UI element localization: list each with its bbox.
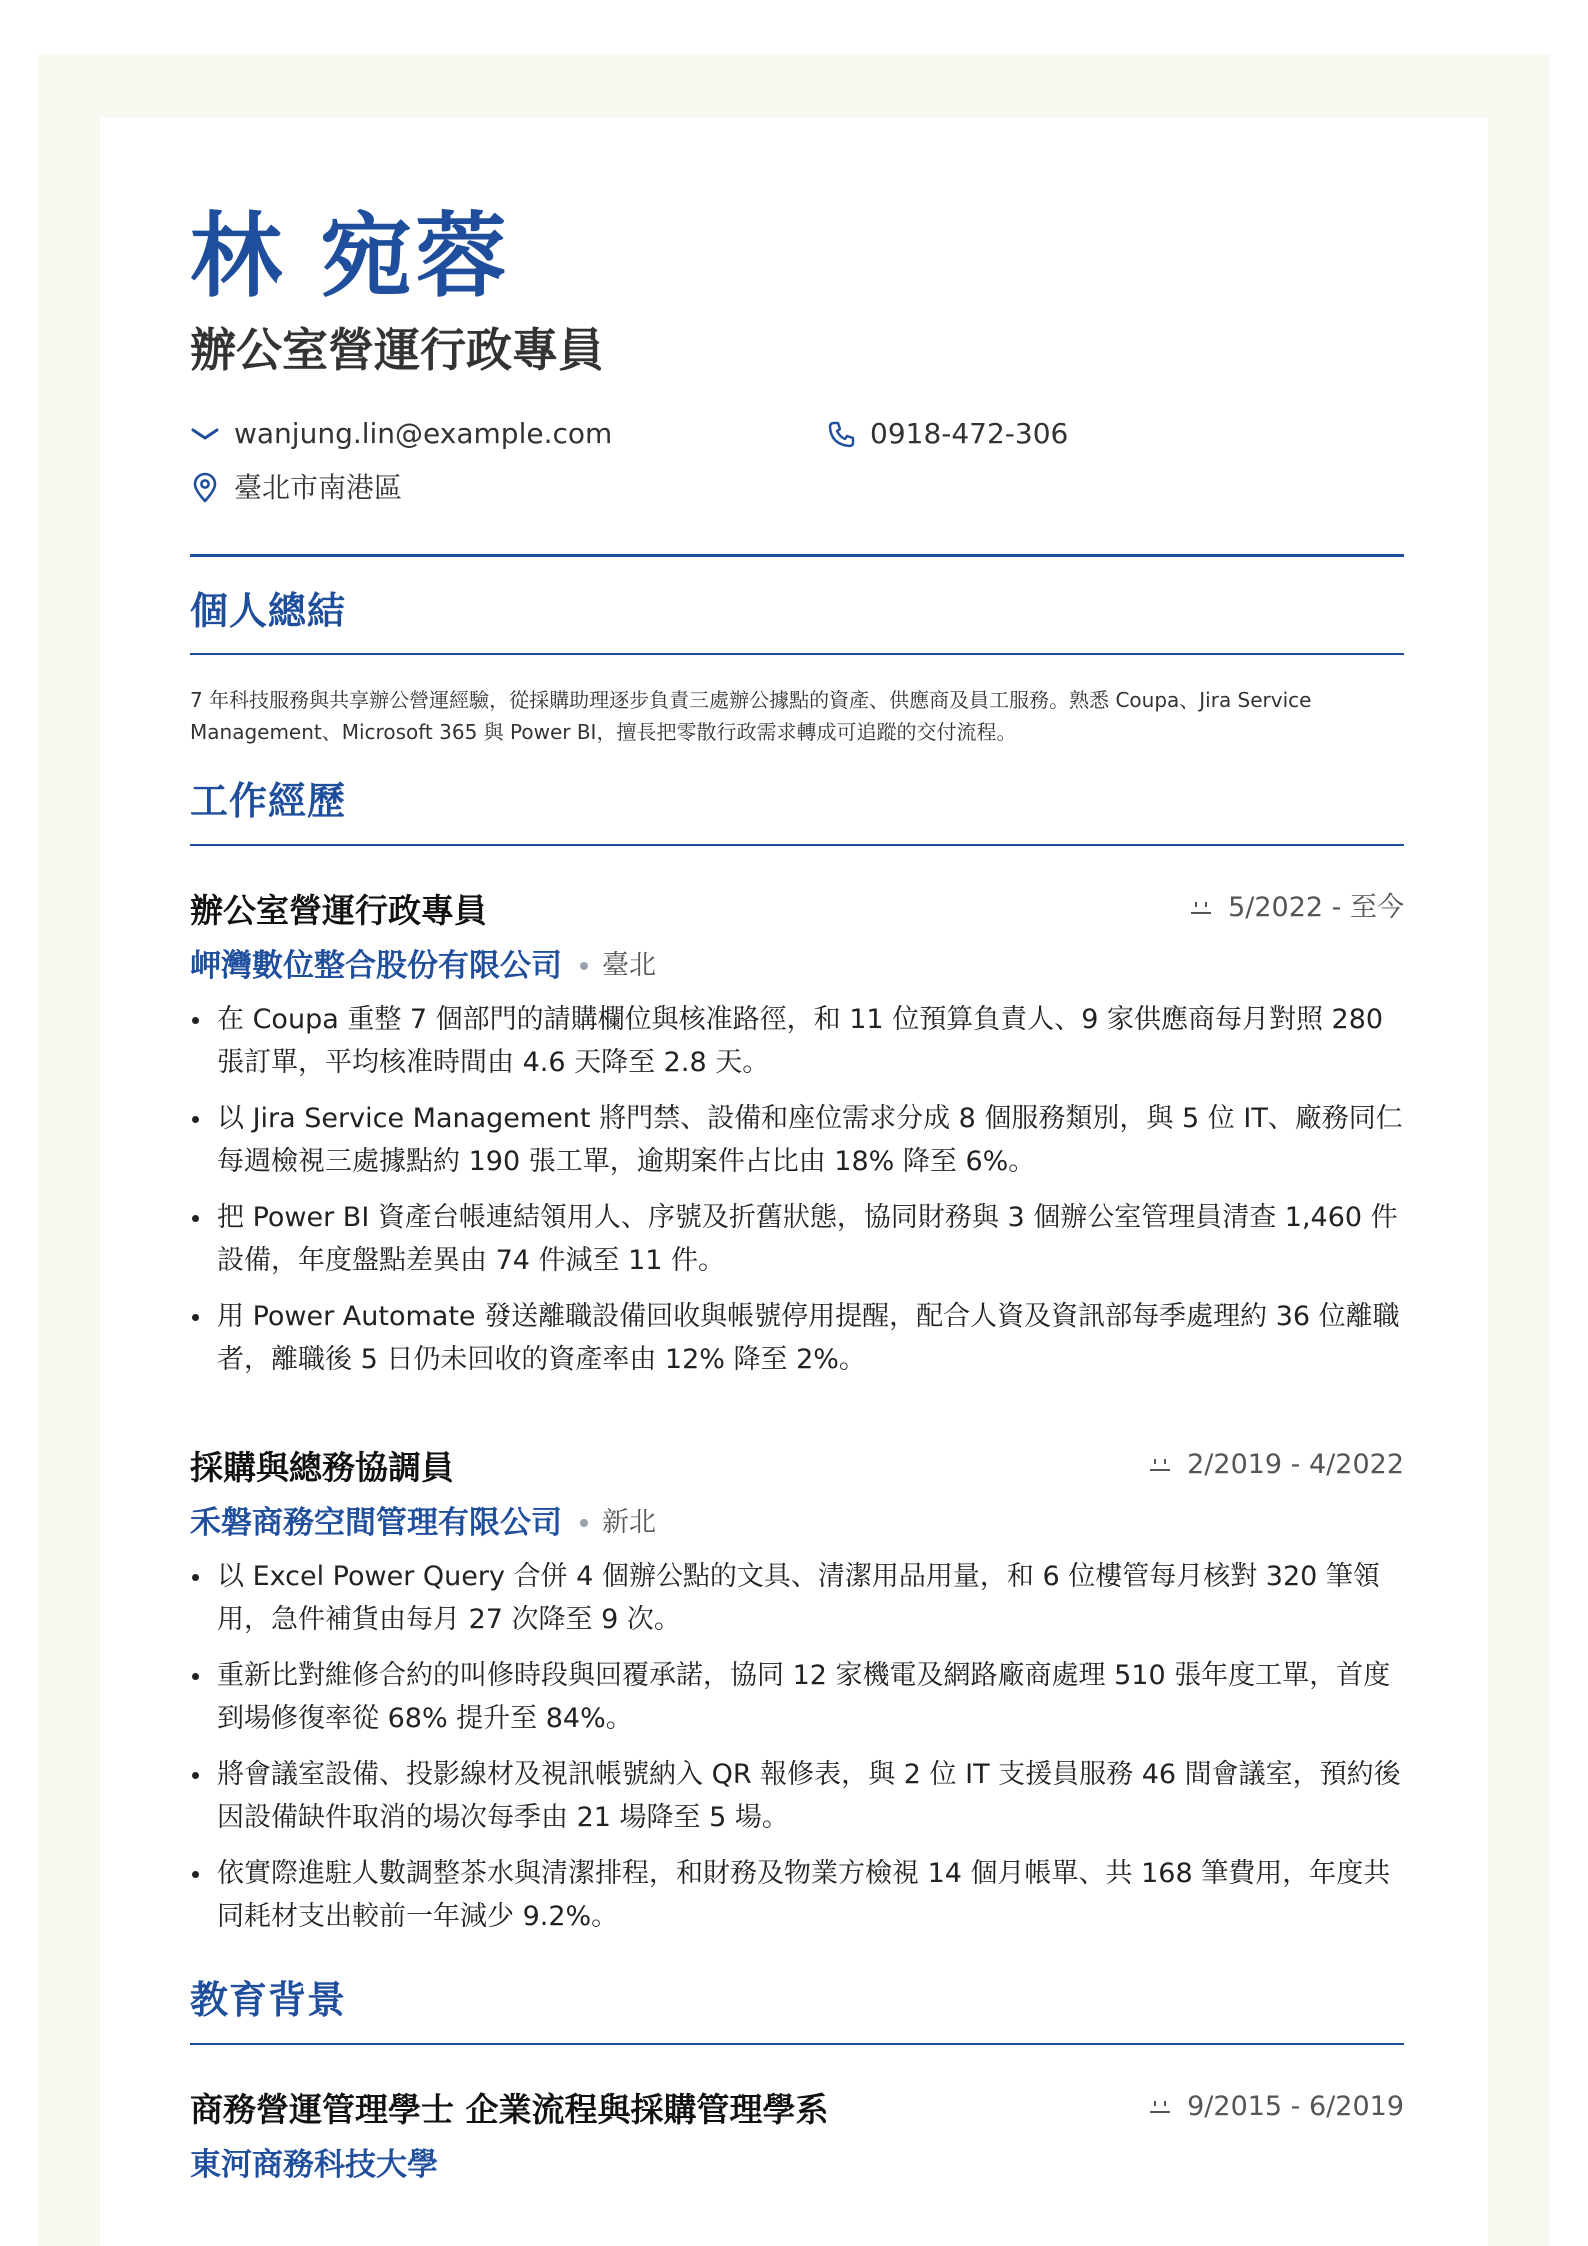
summary-divider: [190, 653, 1404, 655]
experience-divider: [190, 844, 1404, 846]
separator-dot: [580, 962, 588, 970]
list-item: 把 Power BI 資產台帳連結領用人、序號及折舊狀態，協同財務與 3 個辦公室管理員清查 1,460 件設備，年度盤點差異由 74 件減至 11 件。: [190, 1196, 1404, 1282]
job-bullets: [190, 1555, 1404, 1951]
company-name: 禾磐商務空間管理有限公司: [190, 1505, 562, 1541]
education-divider: [190, 2043, 1404, 2045]
list-item: 在 Coupa 重整 7 個部門的請購欄位與核准路徑，和 11 位預算負責人、9 家供應商每月對照 280 張訂單，平均核准時間由 4.6 天降至 2.8 天。: [190, 998, 1404, 1084]
job-date: [1149, 1447, 1404, 1483]
list-item: 依實際進駐人數調整茶水與清潔排程，和財務及物業方檢視 14 個月帳單、共 168 筆費用，年度共同耗材支出較前一年減少 9.2%。: [190, 1852, 1404, 1938]
job-date: [1190, 890, 1404, 926]
calendar-icon: [1149, 2099, 1171, 2115]
list-item: 將會議室設備、投影線材及視訊帳號納入 QR 報修表，與 2 位 IT 支援員服務 46 間會議室，預約後因設備缺件取消的場次每季由 21 場降至 5 場。: [190, 1753, 1404, 1839]
education-date-text: 9/2015 - 6/2019: [1187, 2091, 1404, 2122]
phone-icon: [826, 419, 856, 449]
job-title: 辦公室營運行政專員: [190, 891, 487, 930]
education-date: [1149, 2089, 1404, 2125]
job-date-text: 2/2019 - 4/2022: [1187, 1449, 1404, 1480]
job-bullets: [190, 998, 1404, 1394]
contact-location: [190, 470, 402, 506]
list-item: 以 Excel Power Query 合併 4 個辦公點的文具、清潔用品用量，和 6 位樓管每月核對 320 筆領用，急件補貨由每月 27 次降至 9 次。: [190, 1555, 1404, 1641]
job-title: 採購與總務協調員: [190, 1448, 454, 1487]
list-item: 以 Jira Service Management 將門禁、設備和座位需求分成 8 個服務類別，與 5 位 IT、廠務同仁每週檢視三處據點約 190 張工單，逾期案件占比由 18% 降至 6%。: [190, 1097, 1404, 1183]
header-divider: [190, 554, 1404, 557]
company-location: 新北: [602, 1507, 656, 1538]
calendar-icon: [1190, 900, 1212, 916]
degree-title: 商務營運管理學士 企業流程與採購管理學系: [190, 2090, 829, 2129]
list-item: 重新比對維修合約的叫修時段與回覆承諾，協同 12 家機電及網路廠商處理 510 張年度工單，首度到場修復率從 68% 提升至 84%。: [190, 1654, 1404, 1740]
company-line: [190, 946, 656, 986]
candidate-name: 林 宛蓉: [190, 203, 511, 310]
location-text: 臺北市南港區: [234, 471, 403, 504]
company-name: 岬灣數位整合股份有限公司: [190, 948, 562, 984]
summary-text: 7 年科技服務與共享辦公營運經驗，從採購助理逐步負責三處辦公據點的資產、供應商及員工服務。熟悉 Coupa、Jira Service Management、Microsoft 365 與 Power BI，擅長把零散行政需求轉成可追蹤的交付流程。: [190, 688, 1312, 744]
phone-text: 0918-472-306: [870, 417, 1069, 450]
candidate-title: 辦公室營運行政專員: [190, 323, 604, 377]
calendar-icon: [1149, 1457, 1171, 1473]
mail-chevron-icon: [190, 424, 220, 444]
summary-heading: 個人總結: [190, 589, 347, 633]
contact-email[interactable]: [190, 416, 612, 452]
list-item: 用 Power Automate 發送離職設備回收與帳號停用提醒，配合人資及資訊部每季處理約 36 位離職者，離職後 5 日仍未回收的資產率由 12% 降至 2%。: [190, 1295, 1404, 1381]
contact-phone[interactable]: [826, 416, 1068, 452]
school-name: 東河商務科技大學: [190, 2147, 438, 2183]
school-line: [190, 2145, 438, 2185]
email-text: wanjung.lin@example.com: [234, 417, 613, 450]
company-line: [190, 1503, 656, 1543]
separator-dot: [580, 1519, 588, 1527]
company-location: 臺北: [602, 950, 656, 981]
map-pin-icon: [190, 472, 220, 504]
education-heading: 教育背景: [190, 1978, 347, 2022]
job-date-text: 5/2022 - 至今: [1228, 892, 1404, 923]
experience-heading: 工作經歷: [190, 779, 347, 823]
